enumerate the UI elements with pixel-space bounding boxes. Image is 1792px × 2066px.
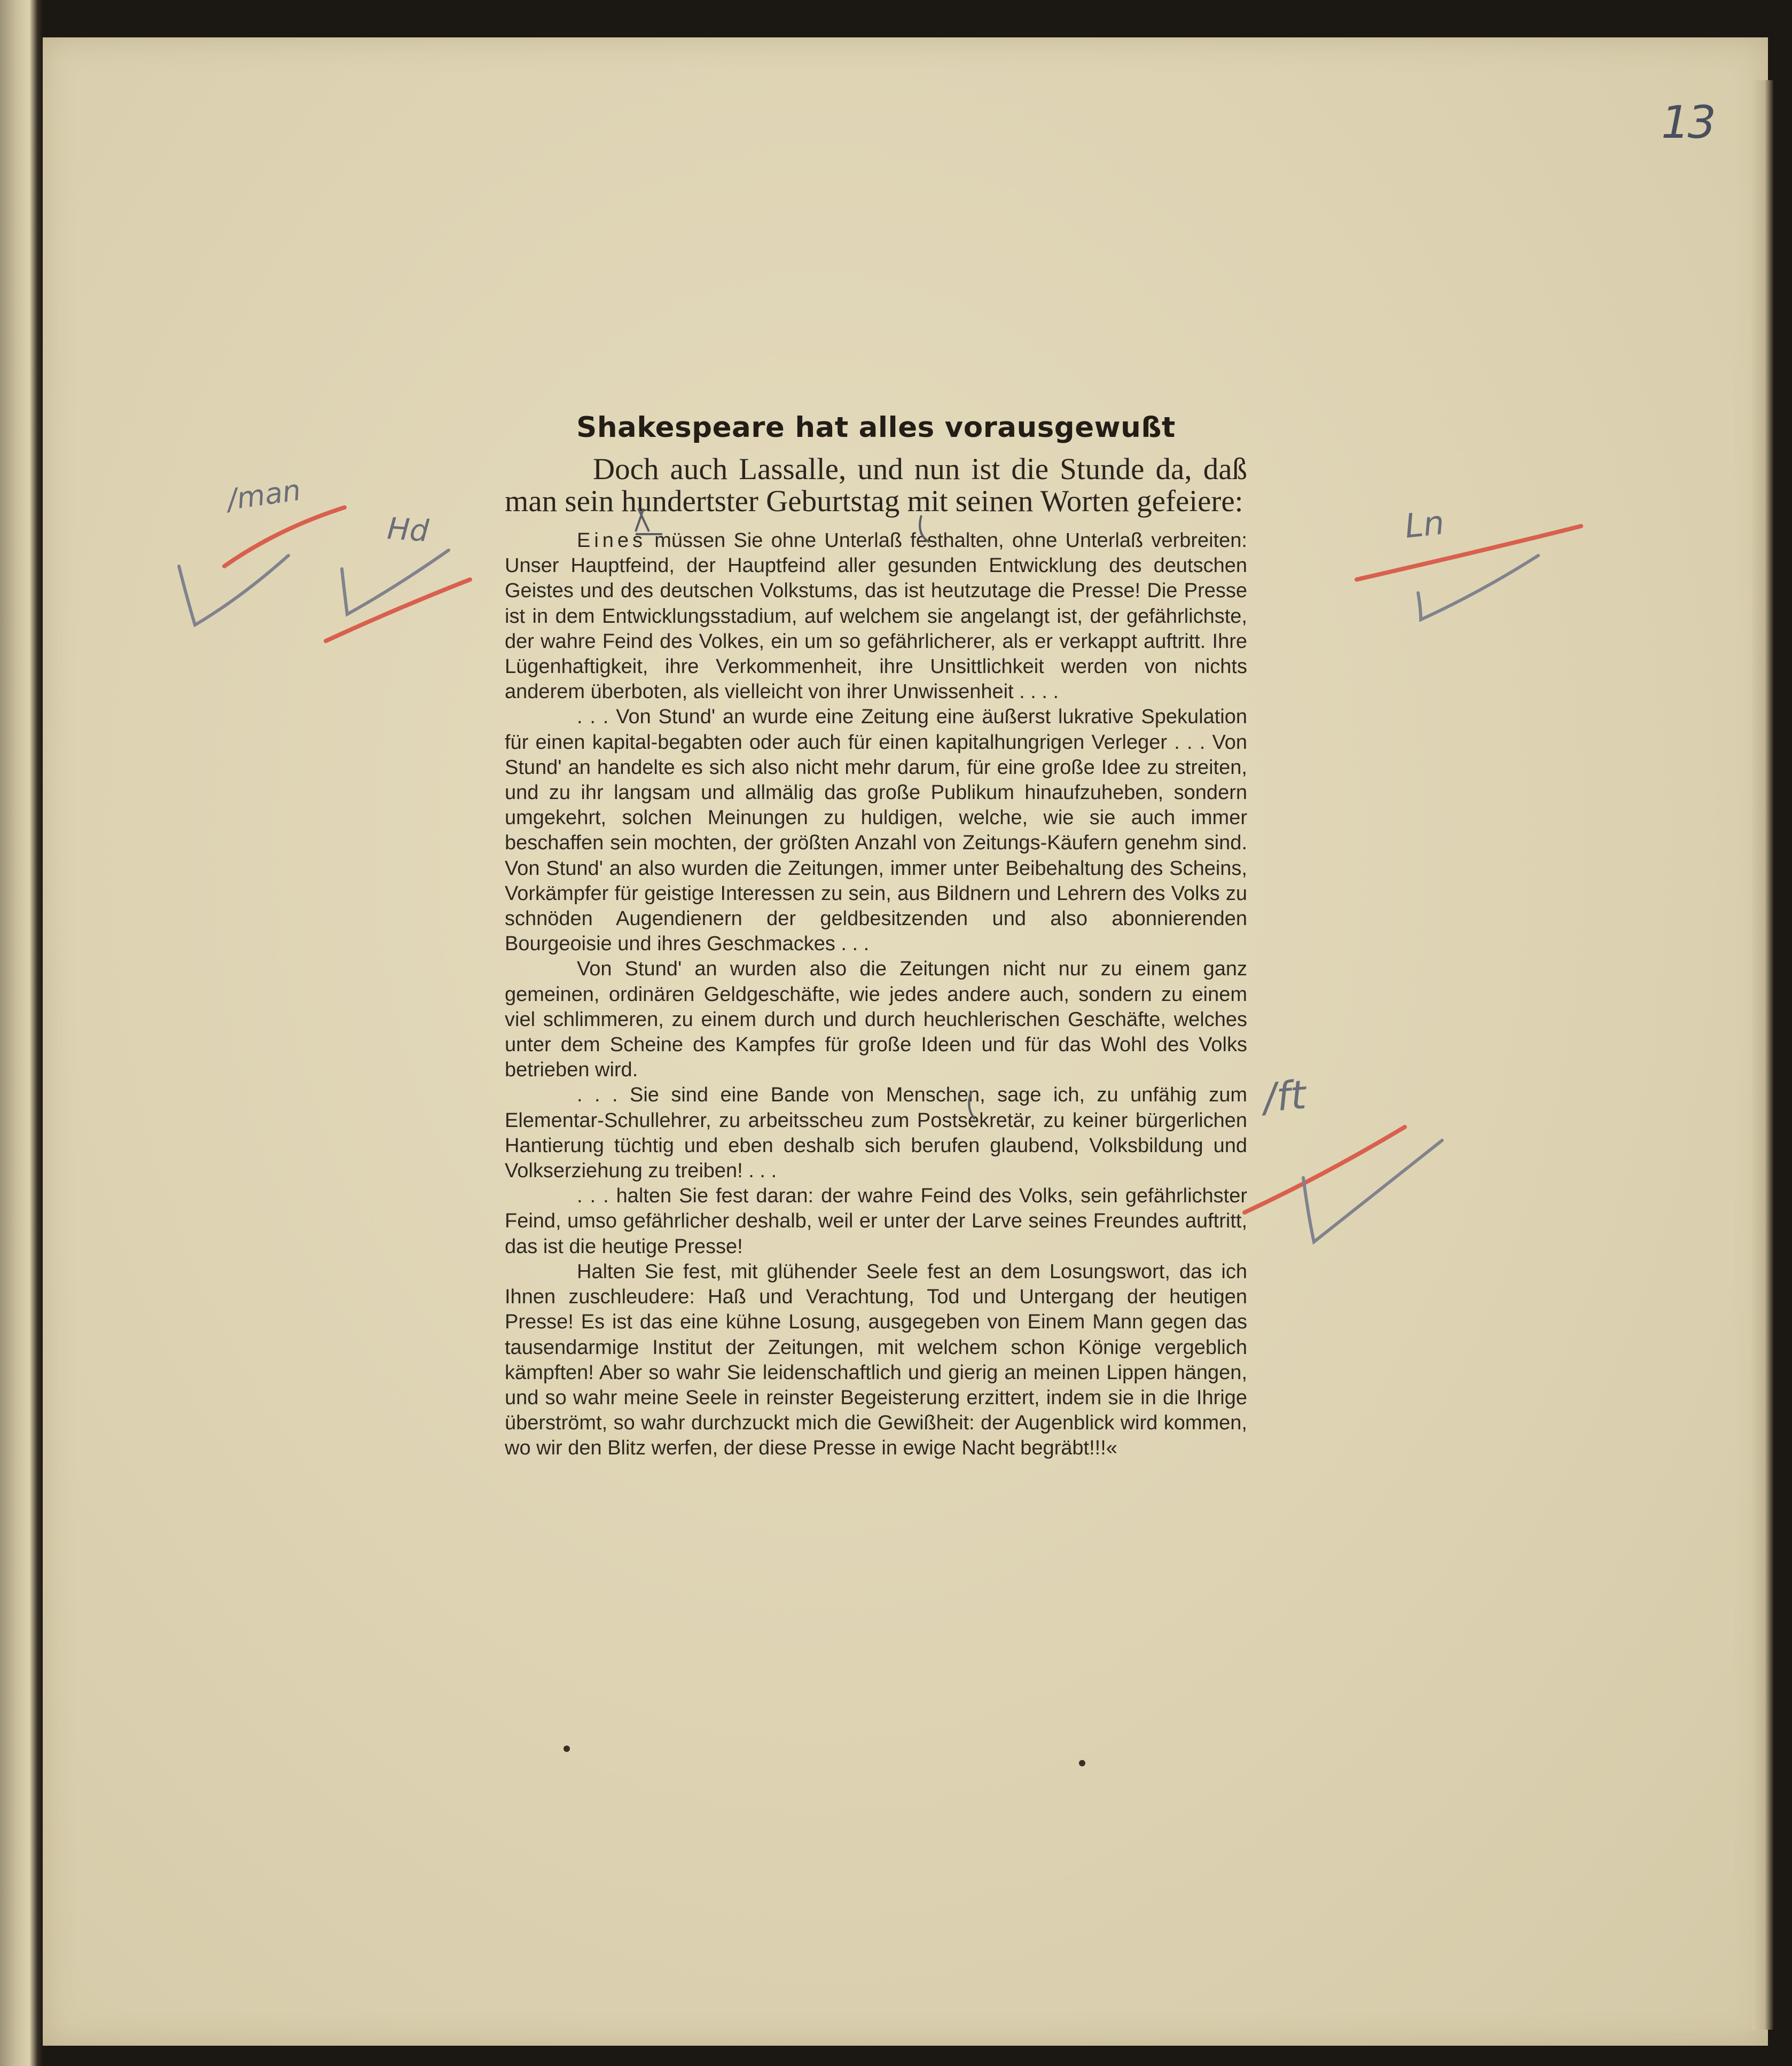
paragraph-text: müssen Sie ohne Unterlaß festhalten, ohne Unterlaß verbreiten: Unser Hauptfeind, der Hauptfeind aller gesunden Entwicklung des deutschen Geistes und des deutschen Volkstums, das ist heutzutage die Presse! Die Presse ist in dem Entwicklungsstadium, auf welchem sie angelangt ist, der gefährlichste, der wahre Feind des Volkes, ein um so gefährlicherer, als er verkappt auftritt. Ihre Lügenhaftigkeit, ihre Verkommenheit, ihre Unsittlichkeit werden von nichts anderem überboten, als vielleicht von ihrer Unwissenheit . . . . xyxy=(505,529,1247,703)
margin-note-right-2: /ft xyxy=(1261,1071,1308,1122)
page-number: 13 xyxy=(1661,96,1714,148)
quote-paragraph-6: Halten Sie fest, mit glühender Seele fest an dem Losungswort, das ich Ihnen zuschleudere: Haß und Verachtung, Tod und Untergang der heutigen Presse! Es ist das eine kühne Losung, ausgegeben von Einem Mann gegen das tausendarmige Institut der Zeitungen, mit welchem schon Könige vergeblich kämpften! Aber so wahr Sie leidenschaftlich und gierig an meinen Lippen hängen, und so wahr meine Seele in reinster Begeisterung erzittert, indem sie in die Ihrige überströmt, so wahr durchzuckt mich die Gewißheit: der Augenblick wird kommen, wo wir den Blitz werfen, der diese Presse in ewige Nacht begräbt!!!« xyxy=(505,1260,1247,1460)
page-edge xyxy=(1752,80,1773,2030)
quote-paragraph-4: . . . Sie sind eine Bande von Menschen, sage ich, zu unfähig zum Elementar-Schullehrer, zu arbeitsscheu zum Postsekretär, zu keiner bürgerlichen Hantierung tüchtig und eben deshalb sich berufen glaubend, Volksbildung und Volkserziehung zu treiben! . . . xyxy=(505,1084,1247,1183)
spaced-lead-word: Eines xyxy=(577,529,647,552)
margin-note-left-2: Hd xyxy=(386,511,430,549)
intro-paragraph: Doch auch Lassalle, und nun ist die Stunde da, daß man sein hundertster Geburtstag mit seinen Worten gefeiere: xyxy=(505,452,1247,518)
quote-paragraph-1 xyxy=(505,528,1247,705)
quotation xyxy=(505,528,1247,1461)
quote-paragraph-3: Von Stund' an wurden also die Zeitungen nicht nur zu einem ganz gemeinen, ordinären Geldgeschäfte, wie jedes andere auch, sondern zu einem viel schlimmeren, zu einem durch und durch heuchlerischen Geschäfte, welches unter dem Scheine des Kampfes für große Ideen und für das Wohl des Volks betrieben wird. xyxy=(505,958,1247,1082)
quote-paragraph-2: . . . Von Stund' an wurde eine Zeitung eine äußerst lukrative Spekulation für einen kapital-begabten oder auch für einen kapitalhungrigen Verleger . . . Von Stund' an handelte es sich also nicht mehr darum, für eine große Idee zu streiten, und zu ihr langsam und allmälig das große Publikum hinaufzuheben, sondern umgekehrt, solchen Meinungen zu huldigen, welche, wie sie auch immer beschaffen sein mochten, der größten Anzahl von Zeitungs-Käufern genehm sind. Von Stund' an also wurden die Zeitungen, immer unter Beibehaltung des Scheins, Vorkämpfer für geistige Interessen zu sein, aus Bildnern und Lehrern des Volks zu schnöden Augendienern der geldbesitzenden und also abonnierenden Bourgeoisie und ihres Geschmackes . . . xyxy=(505,706,1247,956)
book-binding xyxy=(0,0,43,2066)
article-title: Shakespeare hat alles vorausgewußt xyxy=(576,411,1176,444)
margin-note-left-1: /man xyxy=(225,473,303,517)
quote-paragraph-5: . . . halten Sie fest daran: der wahre Feind des Volks, sein gefährlichster Feind, umso gefährlicher deshalb, weil er unter der Larve seines Freundes auftritt, das ist die heutige Presse! xyxy=(505,1185,1247,1258)
margin-note-right-1: Ln xyxy=(1403,503,1446,546)
ink-speck xyxy=(564,1746,570,1752)
ink-speck xyxy=(1079,1760,1085,1766)
article xyxy=(505,411,1247,1461)
